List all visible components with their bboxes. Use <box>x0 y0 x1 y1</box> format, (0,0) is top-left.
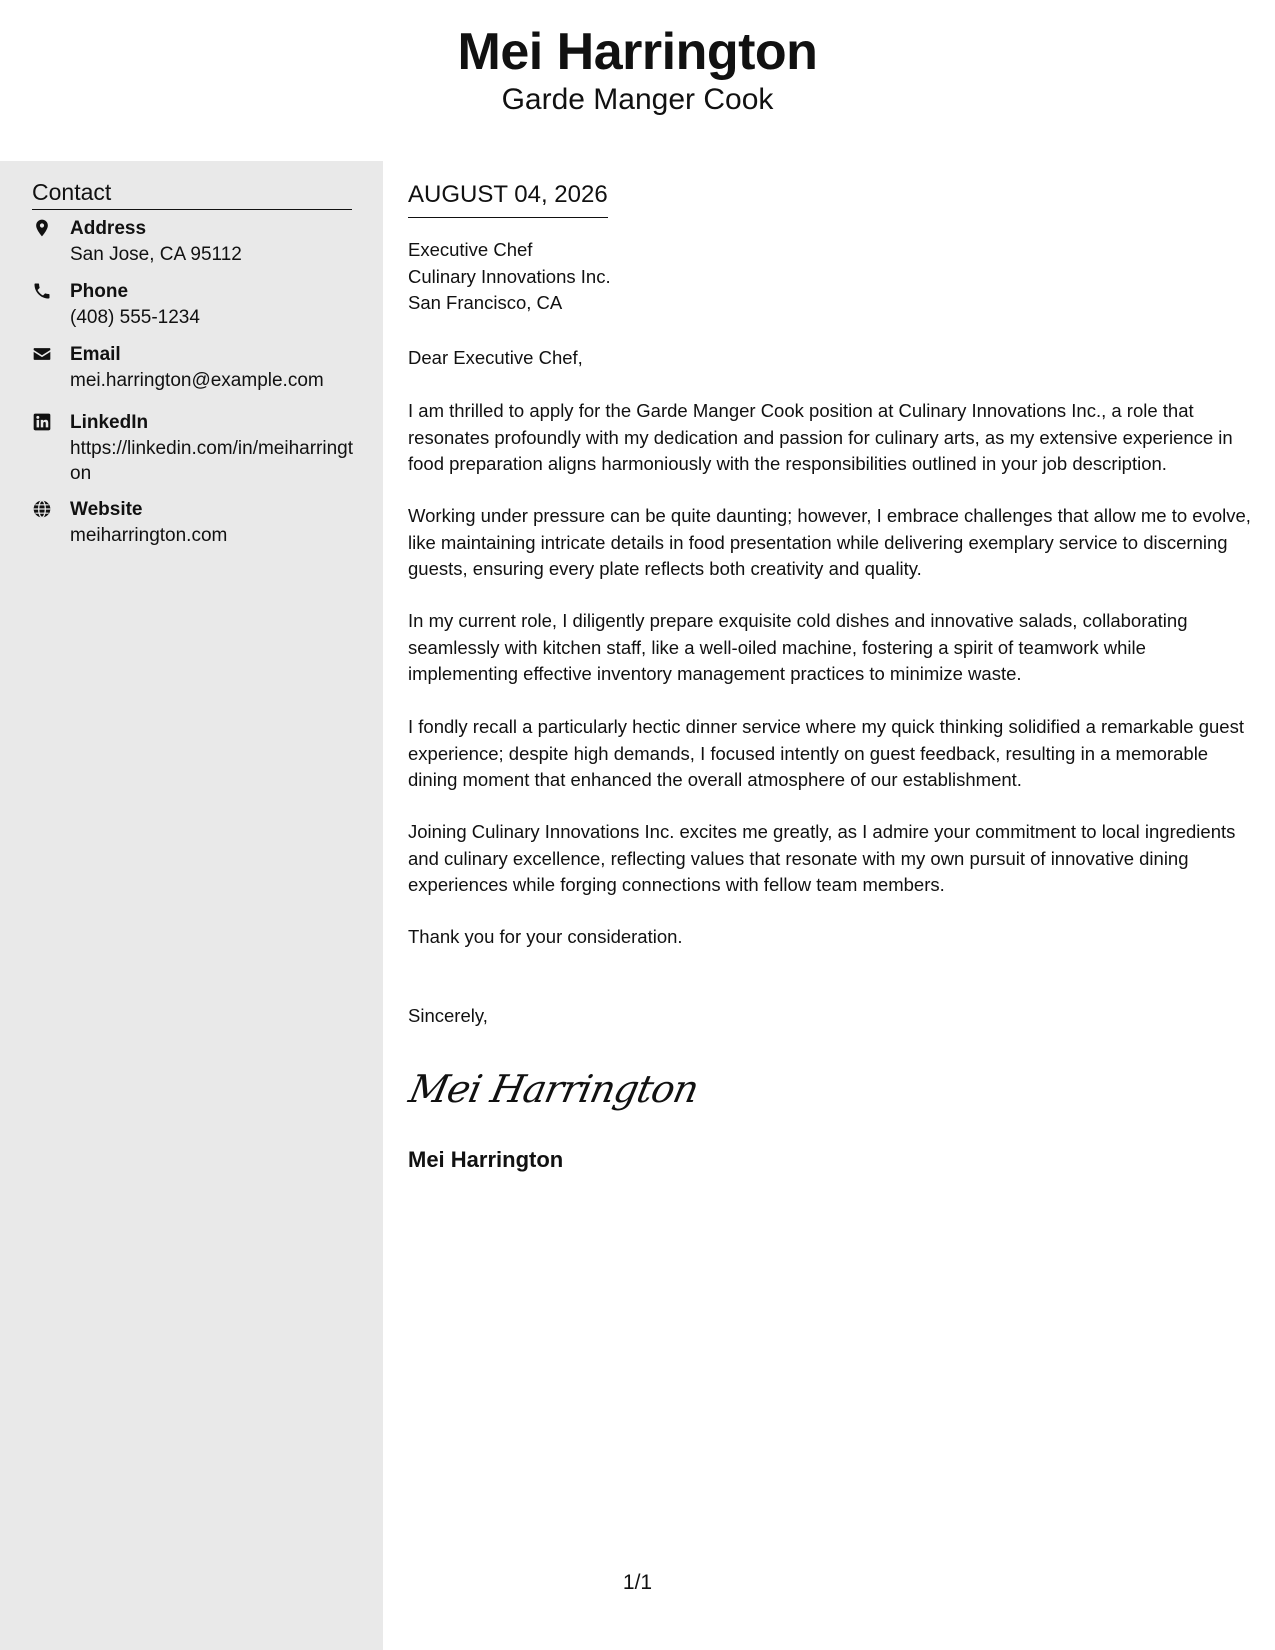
applicant-title: Garde Manger Cook <box>501 83 774 116</box>
recipient-line: Executive Chef <box>408 239 533 260</box>
letter-paragraph: Joining Culinary Innovations Inc. excites me greatly, as I admire your commitment to local ingredients and culinary excellence, reflecting values that resonate with my own pursuit of innovative dining experiences while forging connections with fellow team members. <box>408 821 1236 895</box>
contact-value: https://linkedin.com/in/meiharrington <box>70 438 354 484</box>
signed-name: Mei Harrington <box>408 1147 564 1172</box>
letter-paragraph: In my current role, I diligently prepare exquisite cold dishes and innovative salads, collaborating seamlessly with kitchen staff, like a well-oiled machine, fostering a spirit of teamwork while implementing effective inventory management practices to minimize waste. <box>408 610 1188 684</box>
map-pin-icon <box>32 218 56 242</box>
salutation: Dear Executive Chef, <box>408 347 583 368</box>
contact-label: LinkedIn <box>70 412 149 433</box>
handwritten-signature: Mei Harrington <box>405 1067 703 1111</box>
letter-paragraph: I am thrilled to apply for the Garde Manger Cook position at Culinary Innovations Inc., a role that resonates profoundly with my dedication and passion for culinary arts, as my extensive experience in food preparation aligns harmoniously with the responsibilities outlined in your job description. <box>408 400 1233 474</box>
applicant-name: Mei Harrington <box>457 23 818 81</box>
envelope-icon <box>32 344 56 368</box>
contact-heading: Contact <box>32 177 352 210</box>
contact-label: Email <box>70 344 121 365</box>
contact-label: Phone <box>70 281 129 302</box>
contact-value: mei.harrington@example.com <box>70 370 324 391</box>
recipient-line: Culinary Innovations Inc. <box>408 265 611 287</box>
contact-sidebar <box>0 161 383 1650</box>
linkedin-icon <box>32 412 56 436</box>
contact-label: Website <box>70 499 143 520</box>
globe-icon <box>32 499 56 523</box>
page-number: 1/1 <box>622 1571 653 1594</box>
letter-paragraph: I fondly recall a particularly hectic dinner service where my quick thinking solidified a remarkable guest experience; despite high demands, I focused intently on guest feedback, resulting in a memorable dining moment that enhanced the overall atmosphere of our establishment. <box>408 716 1244 790</box>
recipient-line: San Francisco, CA <box>408 292 563 313</box>
letter-date: AUGUST 04, 2026 <box>408 179 608 218</box>
letter-paragraph: Working under pressure can be quite daunting; however, I embrace challenges that allow me to evolve, like maintaining intricate details in food presentation while delivering exemplary service to discerning guests, ensuring every plate reflects both creativity and quality. <box>408 505 1251 579</box>
letter-paragraph: Thank you for your consideration. <box>408 926 683 947</box>
phone-icon <box>32 281 56 305</box>
contact-label: Address <box>70 218 147 239</box>
contact-value: meiharrington.com <box>70 525 228 546</box>
closing: Sincerely, <box>408 1005 488 1026</box>
contact-value: (408) 555-1234 <box>70 307 200 328</box>
recipient-block <box>408 237 611 317</box>
header <box>0 0 1275 161</box>
contact-value: San Jose, CA 95112 <box>70 244 242 265</box>
